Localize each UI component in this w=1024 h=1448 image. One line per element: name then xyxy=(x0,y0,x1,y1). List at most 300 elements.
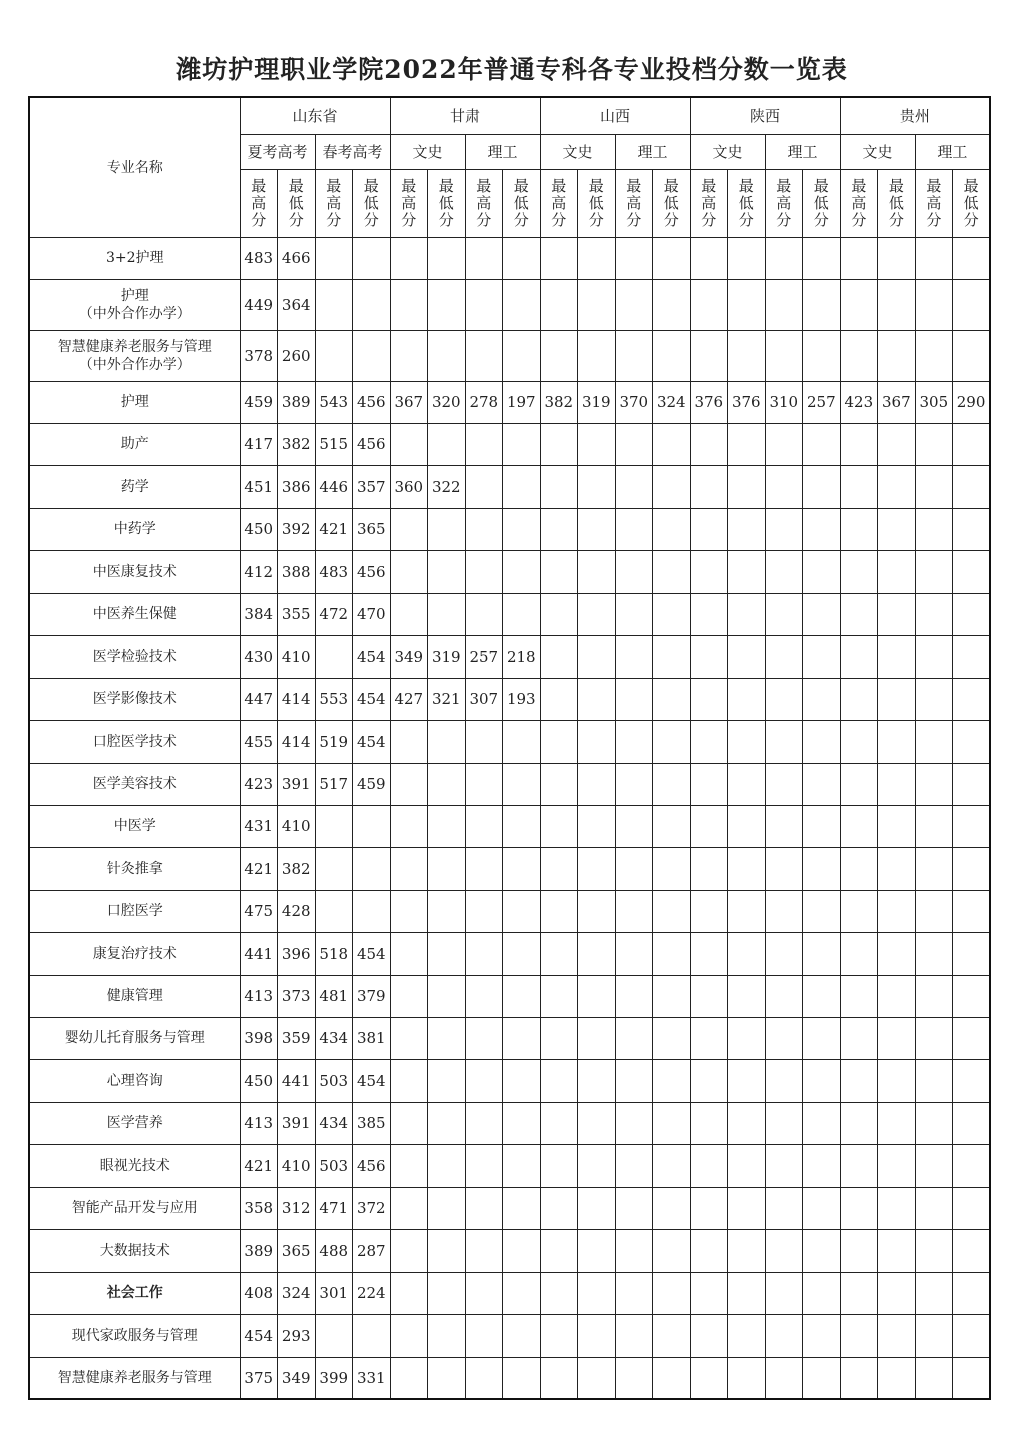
score-cell: 459 xyxy=(240,381,278,423)
score-cell xyxy=(428,1102,466,1144)
score-cell xyxy=(690,847,728,890)
major-name: 助产 xyxy=(29,423,240,465)
table-row xyxy=(29,508,990,550)
major-name: 智慧健康养老服务与管理 xyxy=(29,1357,240,1399)
table-row xyxy=(29,635,990,678)
score-cell: 434 xyxy=(315,1102,353,1144)
score-cell xyxy=(840,593,878,635)
score-cell xyxy=(315,330,353,381)
table-row xyxy=(29,1059,990,1102)
score-cell xyxy=(840,1229,878,1272)
major-name: 医学检验技术 xyxy=(29,635,240,678)
score-cell xyxy=(765,805,803,847)
score-cell xyxy=(653,593,691,635)
score-cell xyxy=(353,279,391,330)
score-cell xyxy=(390,847,428,890)
score-cell: 414 xyxy=(278,678,316,720)
score-cell: 378 xyxy=(240,330,278,381)
major-name: 大数据技术 xyxy=(29,1229,240,1272)
score-cell xyxy=(615,1144,653,1187)
score-cell xyxy=(615,508,653,550)
header-min-score: 最低分 xyxy=(578,169,616,237)
score-cell xyxy=(653,805,691,847)
header-stream: 文史 xyxy=(690,134,765,169)
score-cell: 456 xyxy=(353,423,391,465)
header-min-score: 最低分 xyxy=(428,169,466,237)
score-cell xyxy=(540,720,578,763)
score-cell xyxy=(765,1187,803,1229)
score-cell xyxy=(578,635,616,678)
score-cell xyxy=(353,847,391,890)
score-cell: 503 xyxy=(315,1144,353,1187)
score-cell xyxy=(728,593,766,635)
score-cell xyxy=(540,1102,578,1144)
score-cell xyxy=(953,1314,991,1357)
score-cell xyxy=(428,932,466,975)
score-cell: 260 xyxy=(278,330,316,381)
score-cell: 451 xyxy=(240,465,278,508)
score-cell xyxy=(915,678,953,720)
score-cell xyxy=(540,550,578,593)
score-cell xyxy=(578,465,616,508)
score-cell xyxy=(803,423,841,465)
score-cell xyxy=(615,1059,653,1102)
score-cell xyxy=(878,1059,916,1102)
score-cell xyxy=(390,805,428,847)
score-cell xyxy=(353,330,391,381)
score-cell: 441 xyxy=(278,1059,316,1102)
score-cell xyxy=(578,805,616,847)
header-max-score: 最高分 xyxy=(615,169,653,237)
score-cell: 384 xyxy=(240,593,278,635)
score-cell xyxy=(578,550,616,593)
header-stream: 理工 xyxy=(465,134,540,169)
score-cell xyxy=(728,237,766,279)
score-cell xyxy=(915,508,953,550)
score-cell xyxy=(428,550,466,593)
score-cell xyxy=(803,763,841,805)
score-cell xyxy=(503,1144,541,1187)
score-cell xyxy=(578,279,616,330)
score-cell: 379 xyxy=(353,975,391,1017)
major-name: 医学美容技术 xyxy=(29,763,240,805)
score-cell xyxy=(728,932,766,975)
score-cell xyxy=(690,1229,728,1272)
score-cell xyxy=(390,279,428,330)
score-cell xyxy=(878,635,916,678)
major-name: 康复治疗技术 xyxy=(29,932,240,975)
score-cell xyxy=(690,508,728,550)
header-min-score: 最低分 xyxy=(653,169,691,237)
score-cell xyxy=(690,678,728,720)
score-cell xyxy=(465,237,503,279)
score-cell xyxy=(578,1059,616,1102)
major-name: 社会工作 xyxy=(29,1272,240,1314)
score-cell xyxy=(803,1314,841,1357)
score-cell xyxy=(503,932,541,975)
score-cell xyxy=(653,678,691,720)
score-cell xyxy=(915,1229,953,1272)
header-min-score: 最低分 xyxy=(728,169,766,237)
score-cell: 331 xyxy=(353,1357,391,1399)
score-cell xyxy=(503,1272,541,1314)
score-cell xyxy=(840,1272,878,1314)
score-cell xyxy=(878,1102,916,1144)
major-name: 现代家政服务与管理 xyxy=(29,1314,240,1357)
score-cell xyxy=(840,1187,878,1229)
score-cell xyxy=(540,847,578,890)
score-cell xyxy=(428,279,466,330)
score-cell xyxy=(428,423,466,465)
score-cell xyxy=(615,423,653,465)
score-cell xyxy=(690,1102,728,1144)
header-max-score: 最高分 xyxy=(840,169,878,237)
score-cell xyxy=(728,1272,766,1314)
score-cell: 388 xyxy=(278,550,316,593)
score-cell xyxy=(690,805,728,847)
score-cell xyxy=(803,932,841,975)
score-cell: 470 xyxy=(353,593,391,635)
score-cell xyxy=(728,1144,766,1187)
score-cell xyxy=(540,1059,578,1102)
major-name: 中医学 xyxy=(29,805,240,847)
score-cell xyxy=(878,678,916,720)
score-cell: 370 xyxy=(615,381,653,423)
score-cell xyxy=(578,847,616,890)
score-cell: 488 xyxy=(315,1229,353,1272)
score-cell xyxy=(540,1229,578,1272)
score-cell: 446 xyxy=(315,465,353,508)
score-cell: 417 xyxy=(240,423,278,465)
score-cell: 321 xyxy=(428,678,466,720)
score-cell xyxy=(765,975,803,1017)
score-cell xyxy=(503,1314,541,1357)
score-cell xyxy=(803,635,841,678)
score-cell xyxy=(653,1017,691,1059)
score-cell xyxy=(465,1059,503,1102)
score-cell xyxy=(465,1229,503,1272)
score-cell: 434 xyxy=(315,1017,353,1059)
score-cell xyxy=(428,763,466,805)
score-cell xyxy=(878,593,916,635)
score-cell xyxy=(465,890,503,932)
header-max-score: 最高分 xyxy=(690,169,728,237)
score-cell xyxy=(390,1229,428,1272)
score-cell: 355 xyxy=(278,593,316,635)
score-cell xyxy=(915,720,953,763)
score-cell xyxy=(465,1357,503,1399)
score-cell: 349 xyxy=(278,1357,316,1399)
score-cell xyxy=(465,550,503,593)
score-cell: 414 xyxy=(278,720,316,763)
score-cell xyxy=(915,975,953,1017)
score-cell xyxy=(728,805,766,847)
score-cell xyxy=(390,1017,428,1059)
score-cell xyxy=(803,975,841,1017)
score-cell xyxy=(915,847,953,890)
score-cell xyxy=(578,890,616,932)
score-cell xyxy=(953,1059,991,1102)
score-cell: 472 xyxy=(315,593,353,635)
score-cell xyxy=(878,720,916,763)
score-cell xyxy=(765,423,803,465)
score-cell: 360 xyxy=(390,465,428,508)
header-province: 陕西 xyxy=(690,97,840,134)
score-cell: 391 xyxy=(278,1102,316,1144)
score-cell xyxy=(390,932,428,975)
score-cell xyxy=(953,1017,991,1059)
score-cell xyxy=(765,1229,803,1272)
header-max-score: 最高分 xyxy=(465,169,503,237)
score-cell xyxy=(765,237,803,279)
score-cell xyxy=(578,423,616,465)
score-cell xyxy=(465,423,503,465)
score-cell xyxy=(503,423,541,465)
score-cell xyxy=(953,635,991,678)
score-cell xyxy=(878,890,916,932)
score-cell: 456 xyxy=(353,550,391,593)
table-row xyxy=(29,1187,990,1229)
score-cell xyxy=(840,1144,878,1187)
score-cell xyxy=(428,1357,466,1399)
score-cell xyxy=(315,635,353,678)
score-cell xyxy=(765,635,803,678)
score-cell xyxy=(915,1357,953,1399)
header-province: 贵州 xyxy=(840,97,990,134)
header-min-score: 最低分 xyxy=(953,169,991,237)
score-cell xyxy=(803,237,841,279)
score-cell xyxy=(465,975,503,1017)
score-cell xyxy=(503,805,541,847)
table-row xyxy=(29,550,990,593)
score-cell xyxy=(653,1144,691,1187)
score-cell xyxy=(540,1314,578,1357)
score-cell xyxy=(803,1102,841,1144)
score-cell: 382 xyxy=(278,847,316,890)
score-cell xyxy=(653,237,691,279)
header-min-score: 最低分 xyxy=(803,169,841,237)
major-name: 健康管理 xyxy=(29,975,240,1017)
score-cell: 413 xyxy=(240,1102,278,1144)
score-cell xyxy=(653,720,691,763)
major-name: 口腔医学 xyxy=(29,890,240,932)
score-cell xyxy=(428,508,466,550)
score-cell xyxy=(615,890,653,932)
score-cell xyxy=(878,423,916,465)
score-cell xyxy=(765,1272,803,1314)
score-cell xyxy=(503,763,541,805)
table-row xyxy=(29,1272,990,1314)
score-cell xyxy=(690,1314,728,1357)
score-cell xyxy=(878,330,916,381)
score-cell: 319 xyxy=(428,635,466,678)
score-cell xyxy=(653,1229,691,1272)
score-cell: 449 xyxy=(240,279,278,330)
score-cell xyxy=(315,237,353,279)
score-cell xyxy=(428,1017,466,1059)
score-cell: 423 xyxy=(840,381,878,423)
score-cell xyxy=(540,1187,578,1229)
major-name: 药学 xyxy=(29,465,240,508)
score-cell: 224 xyxy=(353,1272,391,1314)
header-min-score: 最低分 xyxy=(278,169,316,237)
header-max-score: 最高分 xyxy=(390,169,428,237)
score-cell: 471 xyxy=(315,1187,353,1229)
score-cell xyxy=(803,805,841,847)
score-cell: 408 xyxy=(240,1272,278,1314)
score-cell xyxy=(503,975,541,1017)
score-cell xyxy=(878,847,916,890)
score-cell: 389 xyxy=(240,1229,278,1272)
score-cell xyxy=(803,1059,841,1102)
score-cell xyxy=(690,237,728,279)
score-cell xyxy=(428,1059,466,1102)
score-cell: 450 xyxy=(240,1059,278,1102)
score-cell xyxy=(615,1272,653,1314)
score-cell: 427 xyxy=(390,678,428,720)
score-cell xyxy=(840,1059,878,1102)
score-cell: 365 xyxy=(278,1229,316,1272)
score-cell xyxy=(428,975,466,1017)
score-cell: 373 xyxy=(278,975,316,1017)
score-cell xyxy=(840,890,878,932)
score-cell xyxy=(840,805,878,847)
score-cell xyxy=(428,1144,466,1187)
score-cell xyxy=(953,423,991,465)
score-cell xyxy=(653,550,691,593)
score-cell xyxy=(653,763,691,805)
score-cell xyxy=(315,890,353,932)
major-name: 眼视光技术 xyxy=(29,1144,240,1187)
score-cell xyxy=(465,508,503,550)
score-cell xyxy=(803,678,841,720)
page-title: 潍坊护理职业学院2022年普通专科各专业投档分数一览表 xyxy=(176,55,848,84)
score-cell xyxy=(390,1314,428,1357)
score-cell: 466 xyxy=(278,237,316,279)
score-cell xyxy=(578,932,616,975)
score-cell xyxy=(878,932,916,975)
score-cell xyxy=(465,1272,503,1314)
score-cell xyxy=(878,1357,916,1399)
score-cell xyxy=(765,1314,803,1357)
score-cell xyxy=(503,847,541,890)
score-cell xyxy=(578,1144,616,1187)
score-cell xyxy=(690,423,728,465)
score-cell xyxy=(953,330,991,381)
score-cell xyxy=(615,1187,653,1229)
score-cell: 455 xyxy=(240,720,278,763)
score-cell xyxy=(690,932,728,975)
score-cell: 278 xyxy=(465,381,503,423)
score-cell xyxy=(540,1357,578,1399)
score-cell xyxy=(578,330,616,381)
score-cell xyxy=(878,805,916,847)
header-max-score: 最高分 xyxy=(240,169,278,237)
score-cell xyxy=(728,330,766,381)
score-cell xyxy=(728,720,766,763)
score-cell xyxy=(690,1357,728,1399)
score-cell: 475 xyxy=(240,890,278,932)
score-cell: 193 xyxy=(503,678,541,720)
score-cell xyxy=(728,279,766,330)
score-cell xyxy=(615,678,653,720)
score-cell xyxy=(878,1229,916,1272)
score-cell xyxy=(540,932,578,975)
score-cell xyxy=(653,932,691,975)
score-cell xyxy=(728,1229,766,1272)
score-cell: 310 xyxy=(765,381,803,423)
score-cell xyxy=(615,635,653,678)
score-cell xyxy=(540,279,578,330)
score-cell xyxy=(953,932,991,975)
score-cell xyxy=(615,237,653,279)
score-cell xyxy=(878,508,916,550)
score-cell: 367 xyxy=(390,381,428,423)
score-cell xyxy=(653,635,691,678)
header-stream: 理工 xyxy=(915,134,990,169)
score-cell: 431 xyxy=(240,805,278,847)
score-cell: 454 xyxy=(353,720,391,763)
score-cell xyxy=(428,890,466,932)
score-cell: 376 xyxy=(690,381,728,423)
score-cell: 324 xyxy=(278,1272,316,1314)
score-cell xyxy=(428,593,466,635)
major-name: 护理 xyxy=(29,381,240,423)
score-cell xyxy=(615,932,653,975)
score-cell: 322 xyxy=(428,465,466,508)
score-cell xyxy=(728,423,766,465)
score-cell xyxy=(953,1144,991,1187)
header-max-score: 最高分 xyxy=(765,169,803,237)
score-cell xyxy=(540,763,578,805)
score-cell xyxy=(803,508,841,550)
score-cell xyxy=(840,975,878,1017)
score-cell xyxy=(840,1017,878,1059)
score-cell: 386 xyxy=(278,465,316,508)
score-cell: 398 xyxy=(240,1017,278,1059)
score-cell xyxy=(428,1272,466,1314)
score-cell xyxy=(390,550,428,593)
score-cell xyxy=(765,508,803,550)
table-row xyxy=(29,763,990,805)
score-cell xyxy=(653,847,691,890)
score-cell xyxy=(540,508,578,550)
score-cell: 376 xyxy=(728,381,766,423)
score-cell xyxy=(953,550,991,593)
score-cell xyxy=(690,975,728,1017)
major-name: 婴幼儿托育服务与管理 xyxy=(29,1017,240,1059)
score-cell xyxy=(728,1314,766,1357)
score-cell: 197 xyxy=(503,381,541,423)
score-cell xyxy=(428,1314,466,1357)
score-cell: 456 xyxy=(353,1144,391,1187)
score-cell xyxy=(690,720,728,763)
major-name: 智能产品开发与应用 xyxy=(29,1187,240,1229)
score-cell xyxy=(803,1017,841,1059)
score-cell xyxy=(915,1059,953,1102)
score-cell xyxy=(803,1144,841,1187)
score-cell xyxy=(915,279,953,330)
score-cell: 421 xyxy=(240,847,278,890)
table-row xyxy=(29,1357,990,1399)
table-row xyxy=(29,330,990,381)
score-cell xyxy=(653,1102,691,1144)
score-cell: 391 xyxy=(278,763,316,805)
score-cell xyxy=(765,465,803,508)
score-cell xyxy=(653,1187,691,1229)
score-cell: 459 xyxy=(353,763,391,805)
score-cell xyxy=(540,465,578,508)
